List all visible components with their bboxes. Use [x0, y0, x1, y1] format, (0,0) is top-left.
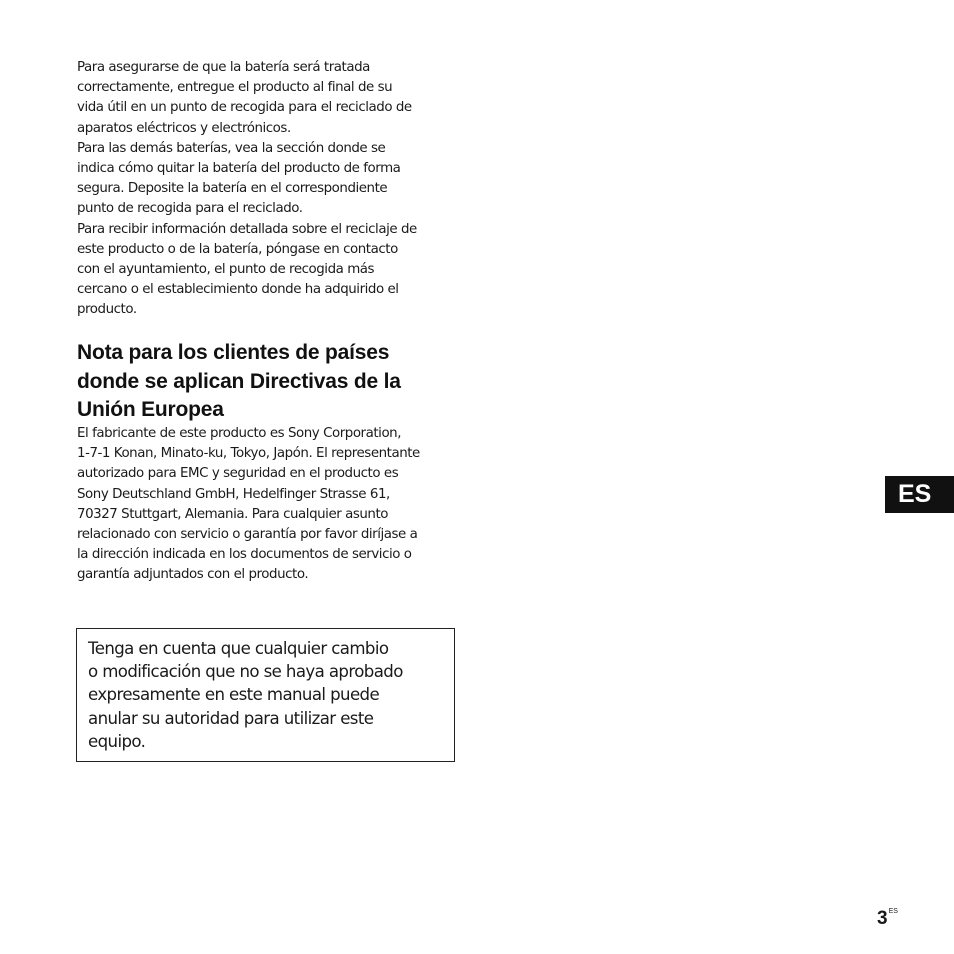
text-line: El fabricante de este producto es Sony Corporation,: [77, 426, 402, 441]
heading-line: Unión Europea: [77, 398, 224, 421]
text-line: aparatos eléctricos y electrónicos.: [77, 120, 291, 136]
text-line: Sony Deutschland GmbH, Hedelfinger Strasse 61,: [77, 486, 390, 502]
heading-line: donde se aplican Directivas de la: [77, 369, 401, 393]
page-number-suffix: ES: [888, 908, 898, 915]
text-line: punto de recogida para el reciclado.: [77, 201, 303, 217]
notice-line: equipo.: [88, 731, 146, 751]
text-line: indica cómo quitar la batería del producto de forma: [77, 161, 401, 177]
section-heading-block: [77, 339, 457, 425]
notice-line: expresamente en este manual puede: [88, 685, 380, 705]
text-line: garantía adjuntados con el producto.: [77, 567, 309, 583]
recycling-paragraph: [77, 58, 457, 321]
language-tab: ES: [885, 476, 954, 513]
text-line: Para las demás baterías, vea la sección donde se: [77, 140, 386, 156]
text-line: correctamente, entregue el producto al final de su: [77, 80, 393, 96]
notice-box: [76, 628, 455, 762]
notice-line: Tenga en cuenta que cualquier cambio: [88, 639, 389, 658]
text-line: 70327 Stuttgart, Alemania. Para cualquier asunto: [77, 506, 388, 522]
text-line: producto.: [77, 302, 137, 318]
text-line: relacionado con servicio o garantía por favor diríjase a: [77, 527, 418, 543]
text-line: 1-7-1 Konan, Minato-ku, Tokyo, Japón. El representante: [77, 446, 420, 462]
text-line: autorizado para EMC y seguridad en el producto es: [77, 466, 399, 482]
notice-line: anular su autoridad para utilizar este: [88, 708, 374, 728]
section-heading: [77, 339, 457, 425]
page-number: [877, 908, 898, 930]
notice-line: o modificación que no se haya aprobado: [88, 662, 403, 682]
text-line: Para recibir información detallada sobre el reciclaje de: [77, 221, 417, 237]
text-line: este producto o de la batería, póngase en contacto: [77, 241, 398, 257]
page-number-value: 3: [877, 908, 888, 929]
notice-text: [88, 637, 403, 753]
text-line: con el ayuntamiento, el punto de recogida más: [77, 262, 375, 278]
text-line: Para asegurarse de que la batería será tratada: [77, 60, 370, 75]
manufacturer-paragraph: [77, 424, 457, 586]
text-line: cercano o el establecimiento donde ha adquirido el: [77, 282, 399, 298]
heading-line: Nota para los clientes de países: [77, 341, 390, 364]
text-line: segura. Deposite la batería en el correspondiente: [77, 181, 388, 197]
text-line: vida útil en un punto de recogida para el reciclado de: [77, 100, 412, 116]
text-line: la dirección indicada en los documentos de servicio o: [77, 547, 412, 563]
